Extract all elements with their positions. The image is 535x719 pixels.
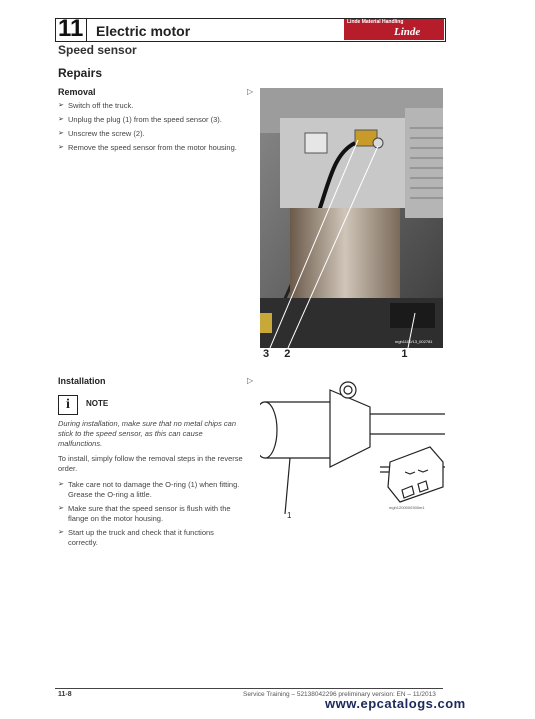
footer-info: Service Training – 52138042296 preliminary version: EN – 11/2013 [243, 691, 436, 698]
list-item: ➢ Take care not to damage the O-ring (1) when fitting. Grease the O-ring a little. [58, 480, 240, 499]
info-icon: i [58, 395, 78, 415]
svg-text:mgh1200000300m1: mgh1200000300m1 [389, 505, 425, 510]
arrow-bullet-icon: ➢ [58, 130, 64, 137]
list-item: ➢ Remove the speed sensor from the motor housing. [58, 143, 237, 152]
header-divider [86, 19, 87, 41]
svg-text:mgh1100/13_002781: mgh1100/13_002781 [395, 339, 433, 344]
arrow-bullet-icon: ➢ [58, 505, 64, 512]
removal-steps-list [58, 101, 238, 157]
speed-sensor-diagram [260, 372, 445, 532]
sensor-line-drawing [260, 372, 445, 532]
note-label: NOTE [86, 399, 109, 408]
arrow-bullet-icon: ➢ [58, 116, 64, 123]
photo-illustration [260, 88, 443, 348]
list-item: ➢ Unplug the plug (1) from the speed sensor (3). [58, 115, 222, 124]
installation-steps-list [58, 480, 243, 552]
speed-sensor-photo [260, 88, 443, 348]
list-item: ➢ Unscrew the screw (2). [58, 129, 145, 138]
callout-label: 1 [401, 348, 408, 360]
installation-heading: Installation [58, 376, 106, 386]
repairs-heading: Repairs [58, 66, 103, 80]
watermark-link[interactable]: www.epcatalogs.com [325, 696, 466, 711]
chapter-title: Electric motor [96, 23, 191, 39]
footer-divider [55, 688, 443, 689]
diagram-callout-label: 1 [287, 511, 292, 520]
arrow-bullet-icon: ➢ [58, 102, 64, 109]
photo-callouts [263, 348, 408, 360]
arrow-bullet-icon: ➢ [58, 481, 64, 488]
note-text: During installation, make sure that no metal chips can stick to the speed sensor, as this can cause malfunctions. [58, 419, 237, 448]
callout-label: 2 [284, 348, 291, 360]
removal-marker-icon: ▷ [247, 87, 254, 96]
callout-label: 3 [263, 348, 270, 360]
arrow-bullet-icon: ➢ [58, 144, 64, 151]
page-number: 11-8 [58, 691, 72, 698]
chapter-number: 11 [58, 15, 84, 42]
brand-company: Linde Material Handling [347, 19, 404, 25]
installation-marker-icon: ▷ [247, 376, 254, 385]
installation-intro: To install, simply follow the removal steps in the reverse order. [58, 454, 243, 473]
list-item: ➢ Start up the truck and check that it functions correctly. [58, 528, 214, 547]
list-item: ➢ Switch off the truck. [58, 101, 134, 110]
arrow-bullet-icon: ➢ [58, 529, 64, 536]
section-title: Speed sensor [58, 43, 137, 57]
linde-logo: Linde [394, 26, 421, 38]
list-item: ➢ Make sure that the speed sensor is flush with the flange on the motor housing. [58, 504, 231, 523]
removal-heading: Removal [58, 87, 96, 97]
